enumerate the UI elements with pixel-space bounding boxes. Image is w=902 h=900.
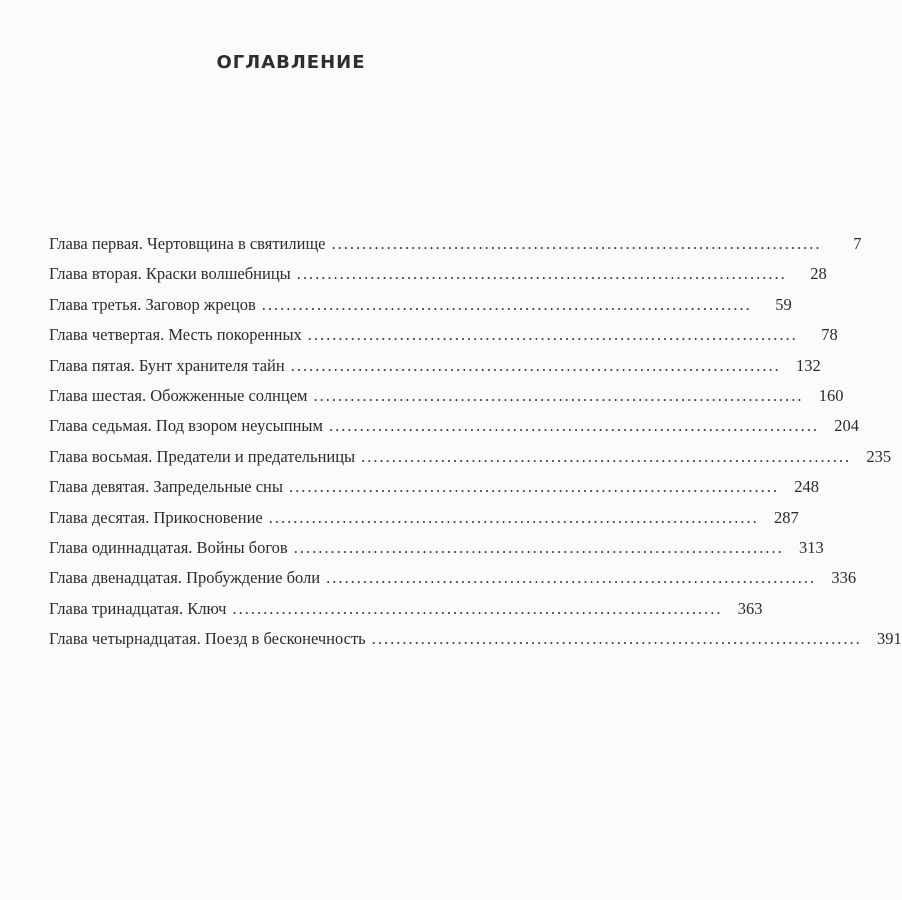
toc-chapter-title: Глава двенадцатая. Пробуждение боли bbox=[49, 568, 321, 588]
page-title: ОГЛАВЛЕНИЕ bbox=[216, 52, 366, 73]
toc-chapter-title: Глава третья. Заговор жрецов bbox=[49, 294, 256, 314]
toc-dot-leader: ................................................................................ bbox=[261, 294, 752, 314]
toc-page-number: 28 bbox=[810, 264, 827, 284]
toc-chapter-title: Глава четвертая. Месть покоренных bbox=[49, 325, 302, 345]
toc-dot-leader: ................................................................................ bbox=[331, 234, 822, 253]
toc-entry bbox=[49, 598, 763, 629]
toc-dot-leader: ................................................................................ bbox=[296, 264, 787, 284]
toc-entry bbox=[49, 537, 824, 568]
toc-dot-leader: ................................................................................ bbox=[361, 446, 852, 466]
toc-chapter-title: Глава четырнадцатая. Поезд в бесконечность bbox=[49, 629, 366, 649]
toc-entry bbox=[49, 385, 844, 416]
toc-dot-leader: ................................................................................ bbox=[268, 507, 759, 527]
toc-chapter-title: Глава тринадцатая. Ключ bbox=[49, 598, 227, 618]
toc-page-number: 78 bbox=[821, 325, 838, 345]
toc-dot-leader: ................................................................................ bbox=[290, 355, 781, 375]
toc-entry bbox=[49, 446, 892, 477]
toc-dot-leader: ................................................................................ bbox=[371, 629, 862, 649]
toc-page-number: 248 bbox=[794, 477, 819, 497]
toc-chapter-title: Глава одиннадцатая. Войны богов bbox=[49, 537, 288, 557]
toc-dot-leader: ................................................................................ bbox=[326, 568, 817, 588]
toc-page-number: 363 bbox=[737, 598, 763, 618]
toc-chapter-title: Глава девятая. Запредельные сны bbox=[49, 477, 283, 497]
toc-dot-leader: ................................................................................ bbox=[288, 477, 779, 497]
toc-chapter-title: Глава шестая. Обожженные солнцем bbox=[49, 385, 308, 405]
toc-entry bbox=[49, 568, 857, 598]
toc-entry bbox=[49, 264, 827, 294]
toc-dot-leader: ................................................................................ bbox=[307, 325, 798, 345]
toc-entry bbox=[49, 234, 862, 264]
table-of-contents bbox=[49, 234, 902, 659]
toc-page-number: 132 bbox=[795, 355, 821, 375]
toc-entry bbox=[49, 416, 859, 446]
toc-entry bbox=[49, 355, 821, 386]
toc-entry bbox=[49, 294, 792, 325]
toc-dot-leader: ................................................................................ bbox=[232, 598, 723, 618]
toc-chapter-title: Глава восьмая. Предатели и предательницы bbox=[49, 446, 356, 466]
toc-entry bbox=[49, 477, 819, 507]
toc-page-number: 59 bbox=[775, 294, 792, 314]
toc-dot-leader: ................................................................................ bbox=[293, 537, 784, 557]
toc-page-number: 336 bbox=[831, 568, 857, 588]
toc-dot-leader: ................................................................................ bbox=[328, 416, 819, 436]
toc-page-number: 391 bbox=[876, 629, 902, 649]
toc-page-number: 313 bbox=[798, 537, 824, 557]
toc-entry bbox=[49, 325, 838, 355]
toc-page-number: 235 bbox=[866, 446, 892, 466]
toc-page-number: 204 bbox=[834, 416, 859, 436]
toc-dot-leader: ................................................................................ bbox=[313, 385, 804, 405]
toc-chapter-title: Глава седьмая. Под взором неусыпным bbox=[49, 416, 323, 436]
toc-chapter-title: Глава первая. Чертовщина в святилище bbox=[49, 234, 326, 253]
toc-page-number: 287 bbox=[774, 507, 799, 527]
toc-chapter-title: Глава вторая. Краски волшебницы bbox=[49, 264, 291, 284]
toc-entry bbox=[49, 629, 902, 659]
toc-chapter-title: Глава пятая. Бунт хранителя тайн bbox=[49, 355, 285, 375]
toc-entry bbox=[49, 507, 799, 538]
toc-chapter-title: Глава десятая. Прикосновение bbox=[49, 507, 263, 527]
toc-page-number: 160 bbox=[818, 385, 844, 405]
toc-page-number: 7 bbox=[853, 234, 862, 253]
